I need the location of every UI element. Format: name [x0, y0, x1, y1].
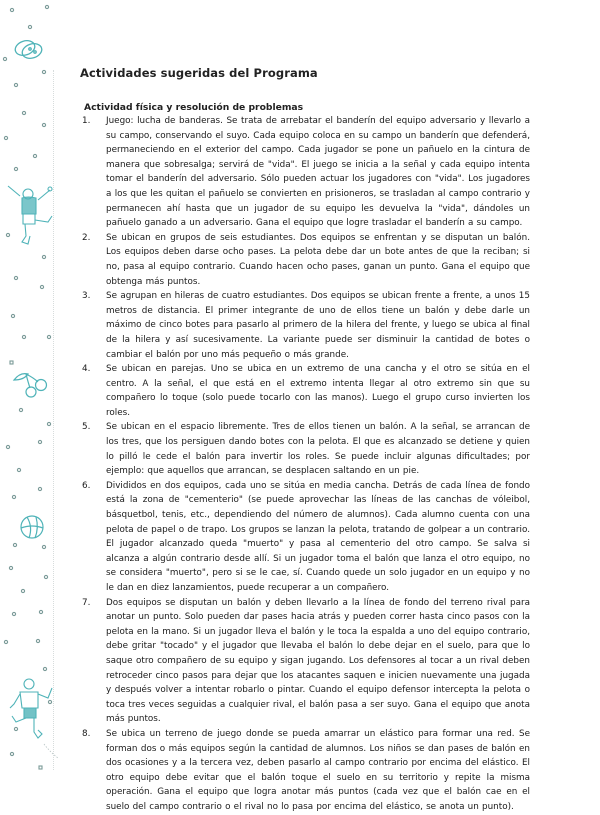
list-item [80, 596, 530, 727]
item-number: 2. [82, 232, 91, 243]
item-number: 1. [82, 116, 91, 126]
list-item [80, 289, 530, 362]
cherries-icon [10, 370, 48, 402]
item-number: 4. [82, 364, 91, 375]
jumping-child-icon [4, 184, 56, 250]
list-item [80, 114, 530, 231]
item-text: Se ubica un terreno de juego donde se pueda amarrar un elástico para formar una red. Se forman dos o más equipos según la cantidad de alumnos. Los niños se dan pases de balón en dos ocasiones y a la tercera vez, deben pasarlo al campo contrario por encima del elástico. El otro equipo debe evitar que el balón toque el suelo en su territorio y repite la misma operación. Gana el equipo que logra anotar más puntos (cada vez que el balón cae en el suelo del campo contrario o el rival no lo pasa por encima del elástico, se anota un punto). [106, 728, 530, 812]
item-number: 3. [82, 291, 91, 302]
document-body [80, 66, 530, 815]
flourish-decoration [42, 742, 60, 762]
item-text: Divididos en dos equipos, cada uno se sitúa en media cancha. Detrás de cada línea de fondo está la zona de "cementerio" (se puede aprovechar las líneas de las canchas de vóleibol, básquetbol, tenis, etc., dependiendo del número de alumnos). Cada alumno cuenta con una pelota de papel o de trapo. Los grupos se lanzan la pelota, tratando de golpear a un contrario. El jugador alcanzado queda "muerto" y pasa al cementerio del otro campo. Se salva si alcanza a algún contrario desde allí. Si un jugador toma el balón que lanza el otro equipo, no se considera "muerto", pero si se le cae, sí. Cuando quede un solo jugador en un equipo y no le dan en diez lanzamientos, puede recuperar a un compañero. [106, 480, 530, 593]
item-number: 8. [82, 728, 91, 739]
item-text: Se ubican en grupos de seis estudiantes. Dos equipos se enfrentan y se disputan un balón. Los equipos deben darse ocho pases. La pelota debe dar un bote antes de que la reciban; si no, pasa al equipo contrario. Cuando hacen ocho pases, ganan un punto. Gana el equipo que obtenga más puntos. [106, 232, 530, 287]
page-title: Actividades sugeridas del Programa [80, 66, 318, 80]
item-number: 6. [82, 480, 91, 491]
list-item [80, 479, 530, 596]
item-text: Se ubican en parejas. Uno se ubica en un extremo de una cancha y el otro se sitúa en el centro. A la señal, el que está en el extremo intenta llegar al otro extremo sin que su compañero lo toque (solo puede tocarlo con las manos). Luego el grupo curso invierten los roles. [106, 364, 530, 418]
activities-list [80, 114, 530, 815]
running-child-icon [4, 676, 60, 742]
list-item [80, 727, 530, 815]
list-item [80, 420, 530, 478]
item-number: 5. [82, 422, 91, 433]
item-number: 7. [82, 597, 91, 608]
item-text: Se agrupan en hileras de cuatro estudiantes. Dos equipos se ubican frente a frente, a unos 15 metros de distancia. El primer integrante de uno de ellos tiene un balón y debe darle un máximo de cinco botes para pasarlo al primero de la hilera del frente, y luego se ubica al final de la hilera y así sucesivamente. La variante puede ser disminuir la cantidad de botes o cambiar el balón por uno más pequeño o más grande. [106, 291, 530, 360]
border-dotted-rule [53, 70, 54, 770]
list-item [80, 362, 530, 420]
ball-icon [19, 514, 45, 540]
list-item [80, 231, 530, 289]
cookies-icon [12, 38, 44, 60]
item-text: Dos equipos se disputan un balón y deben llevarlo a la línea de fondo del terreno rival para anotar un punto. Solo pueden dar pases hacia atrás y pueden correr hasta cinco pasos con la pelota en la mano. Si un jugador lleva el balón y le toca la espalda a uno del equipo contrario, debe gritar "tocado" y el jugador que llevaba el balón lo debe dejar en el suelo, para que lo saque otro compañero de su equipo y sigan jugando. Los defensores al tocar a un rival deben retroceder cinco pasos para dejar que los atacantes saquen e inicien nuevamente una jugada y después volver a intentar robarlo o pintar. Cuando el equipo defensor intercepta la pelota o toca tres veces seguidas a cualquier rival, el balón pasa a ser suyo. Gana el equipo que anota más puntos. [106, 597, 530, 725]
item-text: Se ubican en el espacio libremente. Tres de ellos tienen un balón. A la señal, se arrancan de los tres, que los persiguen dando botes con la pelota. El que es alcanzado se detiene y quien lo pilló le cede el balón para invertir los roles. Se puede incluir algunas dificultades; por ejemplo: que aquellos que arrancan, se desplacen saltando en un pie. [106, 422, 530, 477]
decorative-border [0, 0, 60, 800]
item-text: Juego: lucha de banderas. Se trata de arrebatar el banderín del equipo adversario y llevarlo a su campo, conservando el suyo. Cada equipo coloca en su campo un banderín que defenderá, permaneciendo en el exterior del campo. Cada jugador se pone un pañuelo en la cintura de manera que sobresalga; servirá de "vida". El juego se inicia a la señal y cada equipo intenta tomar el banderín del adversario. Sólo pueden actuar los jugadores con "vida". Los jugadores a los que les quitan el pañuelo se convierten en prisioneros, se trasladan al campo contrario y permanecen ahí hasta que un jugador de su equipo les devuelva la "vida", dándoles un pañuelo ganado a un adversario. Gana el equipo que logre trasladar el banderín a su campo. [106, 116, 530, 229]
section-heading: Actividad física y resolución de problemas [84, 102, 304, 113]
